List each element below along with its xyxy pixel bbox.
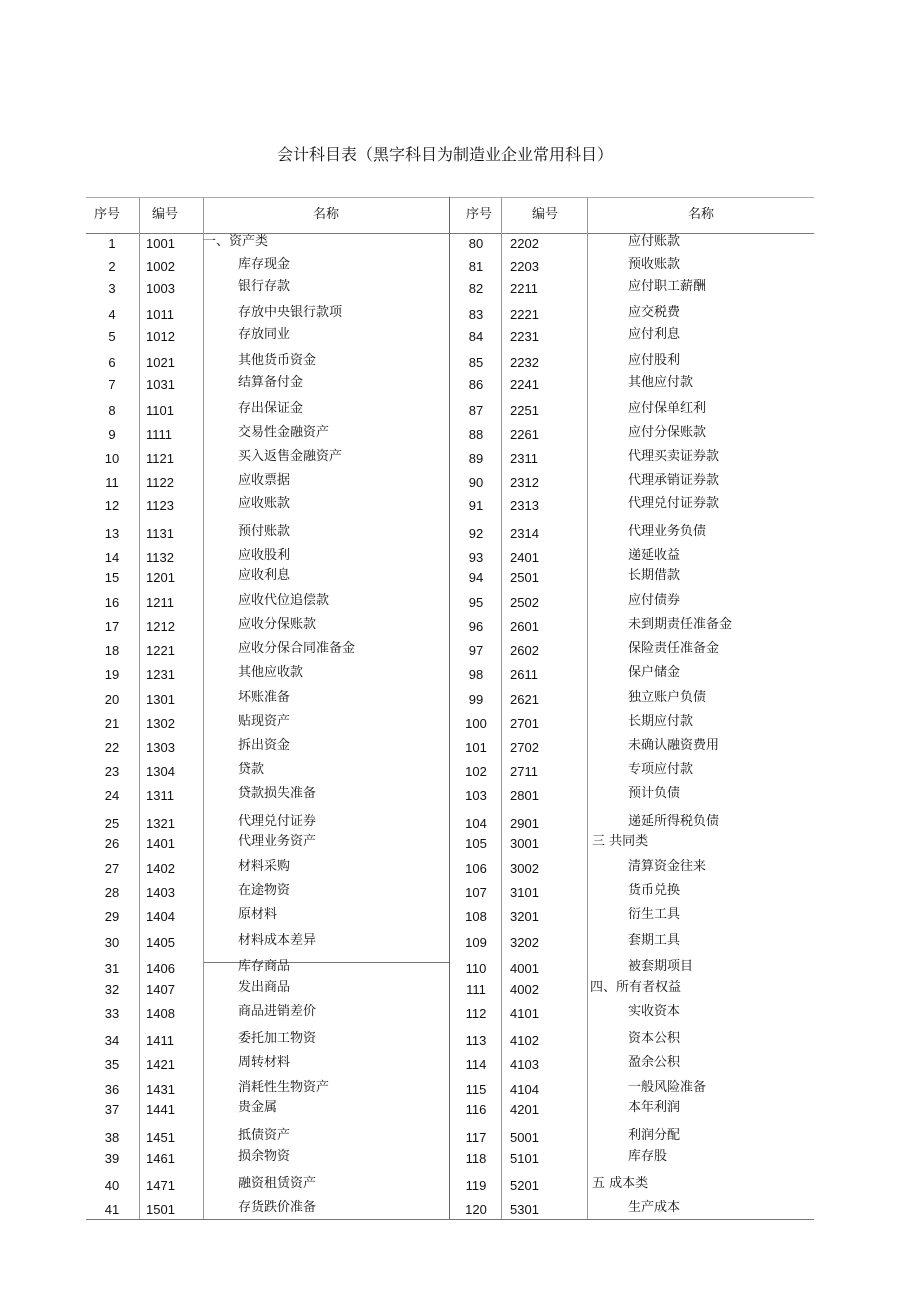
row-code: 1111 (146, 427, 173, 442)
row-seq: 36 (104, 1082, 120, 1097)
header-name: 名称 (687, 207, 715, 222)
row-code: 2711 (510, 764, 538, 779)
row-seq: 15 (104, 570, 120, 585)
row-code: 4102 (510, 1033, 539, 1048)
account-name: 代理业务资产 (238, 834, 317, 849)
account-name: 买入返售金融资产 (238, 449, 343, 464)
row-seq: 106 (465, 861, 487, 876)
row-code: 1031 (146, 377, 175, 392)
column-divider (587, 197, 588, 1219)
account-name: 损余物资 (238, 1149, 291, 1164)
account-name: 其他货币资金 (238, 353, 317, 368)
row-seq: 92 (468, 526, 484, 541)
row-seq: 109 (465, 935, 487, 950)
row-seq: 116 (465, 1102, 487, 1117)
page-title: 会计科目表（黑字科目为制造业企业常用科目） (276, 145, 613, 164)
account-name: 未到期责任准备金 (628, 617, 733, 632)
row-seq: 14 (104, 550, 120, 565)
column-divider (139, 197, 140, 1219)
row-code: 1201 (146, 570, 175, 585)
row-seq: 100 (465, 716, 487, 731)
row-code: 2241 (510, 377, 539, 392)
row-code: 2901 (510, 816, 539, 831)
row-seq: 19 (104, 667, 120, 682)
row-code: 2401 (510, 550, 539, 565)
account-name: 原材料 (238, 907, 278, 922)
row-seq: 5 (108, 329, 116, 344)
row-code: 1401 (146, 836, 175, 851)
column-divider (449, 197, 450, 1219)
row-seq: 26 (104, 836, 120, 851)
account-name: 未确认融资费用 (628, 738, 720, 753)
row-seq: 82 (468, 281, 484, 296)
account-name: 长期应付款 (628, 714, 694, 729)
row-code: 4001 (510, 961, 539, 976)
row-seq: 11 (105, 475, 119, 490)
row-seq: 84 (468, 329, 484, 344)
row-seq: 101 (465, 740, 487, 755)
row-seq: 41 (104, 1202, 120, 1217)
row-seq: 18 (104, 643, 120, 658)
account-name: 委托加工物资 (238, 1031, 317, 1046)
account-name: 存出保证金 (238, 401, 304, 416)
row-code: 4101 (510, 1006, 539, 1021)
account-name: 代理业务负债 (628, 524, 707, 539)
row-code: 1002 (146, 259, 175, 274)
account-name: 库存股 (628, 1149, 668, 1164)
account-name: 交易性金融资产 (238, 425, 330, 440)
account-name: 存放中央银行款项 (238, 305, 343, 320)
header-name: 名称 (312, 207, 340, 222)
row-seq: 25 (104, 816, 120, 831)
row-code: 1403 (146, 885, 175, 900)
account-name: 衍生工具 (628, 907, 681, 922)
row-code: 1431 (146, 1082, 175, 1097)
row-seq: 39 (104, 1151, 120, 1166)
row-seq: 13 (104, 526, 120, 541)
row-code: 1123 (146, 498, 174, 513)
account-name: 存货跌价准备 (238, 1200, 317, 1215)
row-seq: 118 (465, 1151, 487, 1166)
row-code: 2312 (510, 475, 539, 490)
header-divider (86, 233, 814, 234)
row-code: 2502 (510, 595, 539, 610)
row-seq: 40 (104, 1178, 120, 1193)
row-code: 1421 (146, 1057, 175, 1072)
account-name: 应收分保账款 (238, 617, 317, 632)
row-code: 1221 (146, 643, 175, 658)
row-code: 2211 (510, 281, 538, 296)
row-seq: 27 (104, 861, 120, 876)
row-seq: 97 (468, 643, 484, 658)
row-seq: 1 (108, 236, 116, 251)
row-code: 3201 (510, 909, 539, 924)
row-code: 4201 (510, 1102, 539, 1117)
row-seq: 112 (465, 1006, 487, 1021)
row-seq: 96 (468, 619, 484, 634)
row-seq: 117 (465, 1130, 487, 1145)
row-seq: 33 (104, 1006, 120, 1021)
account-name: 抵债资产 (238, 1128, 291, 1143)
row-seq: 24 (104, 788, 120, 803)
header-seq: 序号 (465, 207, 493, 222)
row-code: 2702 (510, 740, 539, 755)
row-code: 2261 (510, 427, 539, 442)
row-code: 2501 (510, 570, 539, 585)
row-seq: 81 (468, 259, 484, 274)
row-code: 1302 (146, 716, 175, 731)
row-seq: 111 (466, 982, 486, 997)
row-code: 1304 (146, 764, 175, 779)
row-code: 1003 (146, 281, 175, 296)
account-name: 其他应付款 (628, 375, 694, 390)
account-name: 其他应收款 (238, 665, 304, 680)
row-seq: 10 (104, 451, 120, 466)
header-seq: 序号 (93, 207, 121, 222)
account-name: 利润分配 (628, 1128, 681, 1143)
row-seq: 115 (465, 1082, 487, 1097)
account-name: 套期工具 (628, 933, 681, 948)
table-bottom-border (86, 1219, 814, 1220)
column-divider (203, 197, 204, 1219)
row-seq: 8 (108, 403, 116, 418)
row-code: 1406 (146, 961, 175, 976)
row-code: 1451 (146, 1130, 175, 1145)
row-seq: 34 (104, 1033, 120, 1048)
row-code: 2701 (510, 716, 539, 731)
account-name: 应收利息 (238, 568, 291, 583)
row-code: 2231 (510, 329, 539, 344)
row-seq: 22 (104, 740, 120, 755)
account-name: 代理承销证券款 (628, 473, 720, 488)
row-code: 2601 (510, 619, 539, 634)
row-code: 1131 (146, 526, 174, 541)
row-seq: 83 (468, 307, 484, 322)
row-seq: 29 (104, 909, 120, 924)
row-code: 1101 (146, 403, 174, 418)
account-name: 应收代位追偿款 (238, 593, 330, 608)
row-seq: 93 (468, 550, 484, 565)
account-name: 保户储金 (628, 665, 681, 680)
row-code: 1411 (146, 1033, 174, 1048)
row-seq: 32 (104, 982, 120, 997)
row-code: 1211 (146, 595, 174, 610)
row-seq: 87 (468, 403, 484, 418)
account-name: 坏账准备 (238, 690, 291, 705)
row-seq: 7 (108, 377, 116, 392)
row-seq: 89 (468, 451, 484, 466)
row-seq: 86 (468, 377, 484, 392)
row-code: 2801 (510, 788, 539, 803)
row-code: 1501 (146, 1202, 175, 1217)
header-code: 编号 (151, 207, 179, 222)
row-seq: 35 (104, 1057, 120, 1072)
account-name: 实收资本 (628, 1004, 681, 1019)
row-seq: 107 (465, 885, 487, 900)
account-name: 独立账户负债 (628, 690, 707, 705)
row-code: 1407 (146, 982, 175, 997)
account-name: 长期借款 (628, 568, 681, 583)
row-seq: 20 (104, 692, 120, 707)
row-code: 5101 (510, 1151, 539, 1166)
section-header: 四、所有者权益 (590, 980, 682, 995)
row-seq: 91 (468, 498, 484, 513)
row-seq: 28 (104, 885, 120, 900)
account-name: 递延收益 (628, 548, 681, 563)
account-name: 材料采购 (238, 859, 291, 874)
row-seq: 110 (465, 961, 487, 976)
account-name: 发出商品 (238, 980, 291, 995)
row-code: 1132 (146, 550, 174, 565)
row-code: 1441 (146, 1102, 175, 1117)
account-name: 银行存款 (238, 279, 291, 294)
row-seq: 80 (468, 236, 484, 251)
row-code: 4002 (510, 982, 539, 997)
row-seq: 104 (465, 816, 487, 831)
row-code: 1405 (146, 935, 175, 950)
row-seq: 23 (104, 764, 120, 779)
row-seq: 30 (104, 935, 120, 950)
row-seq: 113 (465, 1033, 487, 1048)
account-name: 应付利息 (628, 327, 681, 342)
row-code: 1212 (146, 619, 175, 634)
account-name: 贴现资产 (238, 714, 291, 729)
account-name: 预付账款 (238, 524, 291, 539)
row-code: 1231 (146, 667, 175, 682)
row-seq: 16 (104, 595, 120, 610)
row-seq: 21 (104, 716, 120, 731)
row-code: 1011 (146, 307, 174, 322)
row-code: 3002 (510, 861, 539, 876)
account-name: 贷款损失准备 (238, 786, 317, 801)
account-name: 融资租赁资产 (238, 1176, 317, 1191)
account-name: 应交税费 (628, 305, 681, 320)
row-code: 4104 (510, 1082, 539, 1097)
row-code: 1402 (146, 861, 175, 876)
row-seq: 99 (468, 692, 484, 707)
row-seq: 17 (104, 619, 120, 634)
account-name: 应付股利 (628, 353, 681, 368)
account-name: 一般风险准备 (628, 1080, 707, 1095)
column-divider (501, 197, 502, 1219)
account-name: 被套期项目 (628, 959, 694, 974)
row-seq: 12 (104, 498, 120, 513)
account-name: 应付保单红利 (628, 401, 707, 416)
row-code: 2251 (510, 403, 539, 418)
account-name: 代理兑付证券 (238, 814, 317, 829)
row-seq: 2 (108, 259, 116, 274)
row-seq: 85 (468, 355, 484, 370)
row-code: 2602 (510, 643, 539, 658)
account-name: 专项应付款 (628, 762, 694, 777)
account-name: 应付分保账款 (628, 425, 707, 440)
row-code: 3001 (510, 836, 539, 851)
section-header: 三 共同类 (592, 834, 649, 849)
row-code: 2232 (510, 355, 539, 370)
row-code: 2621 (510, 692, 539, 707)
row-code: 5201 (510, 1178, 539, 1193)
account-name: 预收账款 (628, 257, 681, 272)
row-code: 1471 (146, 1178, 175, 1193)
row-seq: 105 (465, 836, 487, 851)
row-code: 1012 (146, 329, 175, 344)
account-name: 货币兑换 (628, 883, 681, 898)
row-seq: 102 (465, 764, 487, 779)
account-name: 应收票据 (238, 473, 291, 488)
account-name: 代理兑付证券款 (628, 496, 720, 511)
row-code: 3101 (510, 885, 539, 900)
account-name: 结算备付金 (238, 375, 304, 390)
account-name: 拆出资金 (238, 738, 291, 753)
account-name: 应收账款 (238, 496, 291, 511)
account-name: 库存现金 (238, 257, 291, 272)
account-name: 递延所得税负债 (628, 814, 720, 829)
account-name: 盈余公积 (628, 1055, 681, 1070)
row-code: 1303 (146, 740, 175, 755)
row-seq: 119 (465, 1178, 487, 1193)
row-code: 1404 (146, 909, 175, 924)
account-name: 存放同业 (238, 327, 291, 342)
row-code: 1311 (146, 788, 174, 803)
section-header: 五 成本类 (592, 1176, 649, 1191)
row-seq: 103 (465, 788, 487, 803)
account-name: 消耗性生物资产 (238, 1080, 330, 1095)
account-name: 在途物资 (238, 883, 291, 898)
row-code: 1001 (146, 236, 175, 251)
row-seq: 37 (104, 1102, 120, 1117)
section-header: 一、资产类 (203, 234, 269, 249)
account-name: 应收股利 (238, 548, 291, 563)
header-code: 编号 (531, 207, 559, 222)
row-code: 3202 (510, 935, 539, 950)
row-seq: 38 (104, 1130, 120, 1145)
account-name: 应付账款 (628, 234, 681, 249)
row-code: 1461 (146, 1151, 175, 1166)
account-name: 材料成本差异 (238, 933, 317, 948)
row-seq: 3 (108, 281, 116, 296)
row-code: 2203 (510, 259, 539, 274)
row-code: 2311 (510, 451, 538, 466)
row-code: 5001 (510, 1130, 539, 1145)
account-name: 贵金属 (238, 1100, 278, 1115)
account-name: 生产成本 (628, 1200, 681, 1215)
row-seq: 9 (108, 427, 116, 442)
account-name: 代理买卖证券款 (628, 449, 720, 464)
row-seq: 98 (468, 667, 484, 682)
row-seq: 31 (104, 961, 120, 976)
row-code: 2313 (510, 498, 539, 513)
row-seq: 6 (108, 355, 116, 370)
row-code: 1301 (146, 692, 175, 707)
row-seq: 90 (468, 475, 484, 490)
table-top-border (86, 197, 814, 198)
row-code: 5301 (510, 1202, 539, 1217)
account-name: 贷款 (238, 762, 265, 777)
row-code: 4103 (510, 1057, 539, 1072)
row-seq: 94 (468, 570, 484, 585)
row-seq: 114 (465, 1057, 487, 1072)
account-name: 应付债券 (628, 593, 681, 608)
account-name: 资本公积 (628, 1031, 681, 1046)
account-name: 商品进销差价 (238, 1004, 317, 1019)
row-code: 2611 (510, 667, 538, 682)
account-name: 周转材料 (238, 1055, 291, 1070)
row-code: 1122 (146, 475, 174, 490)
row-code: 1121 (146, 451, 174, 466)
row-code: 1408 (146, 1006, 175, 1021)
account-name: 保险责任准备金 (628, 641, 720, 656)
account-name: 清算资金往来 (628, 859, 707, 874)
account-name: 应付职工薪酬 (628, 279, 707, 294)
row-seq: 95 (468, 595, 484, 610)
row-code: 2221 (510, 307, 539, 322)
row-code: 1021 (146, 355, 175, 370)
row-seq: 108 (465, 909, 487, 924)
row-seq: 88 (468, 427, 484, 442)
account-name: 库存商品 (238, 959, 291, 974)
row-seq: 4 (108, 307, 116, 322)
row-code: 2314 (510, 526, 539, 541)
account-name: 本年利润 (628, 1100, 681, 1115)
row-seq: 120 (465, 1202, 487, 1217)
row-code: 1321 (146, 816, 175, 831)
row-code: 2202 (510, 236, 539, 251)
account-name: 预计负债 (628, 786, 681, 801)
account-name: 应收分保合同准备金 (238, 641, 356, 656)
